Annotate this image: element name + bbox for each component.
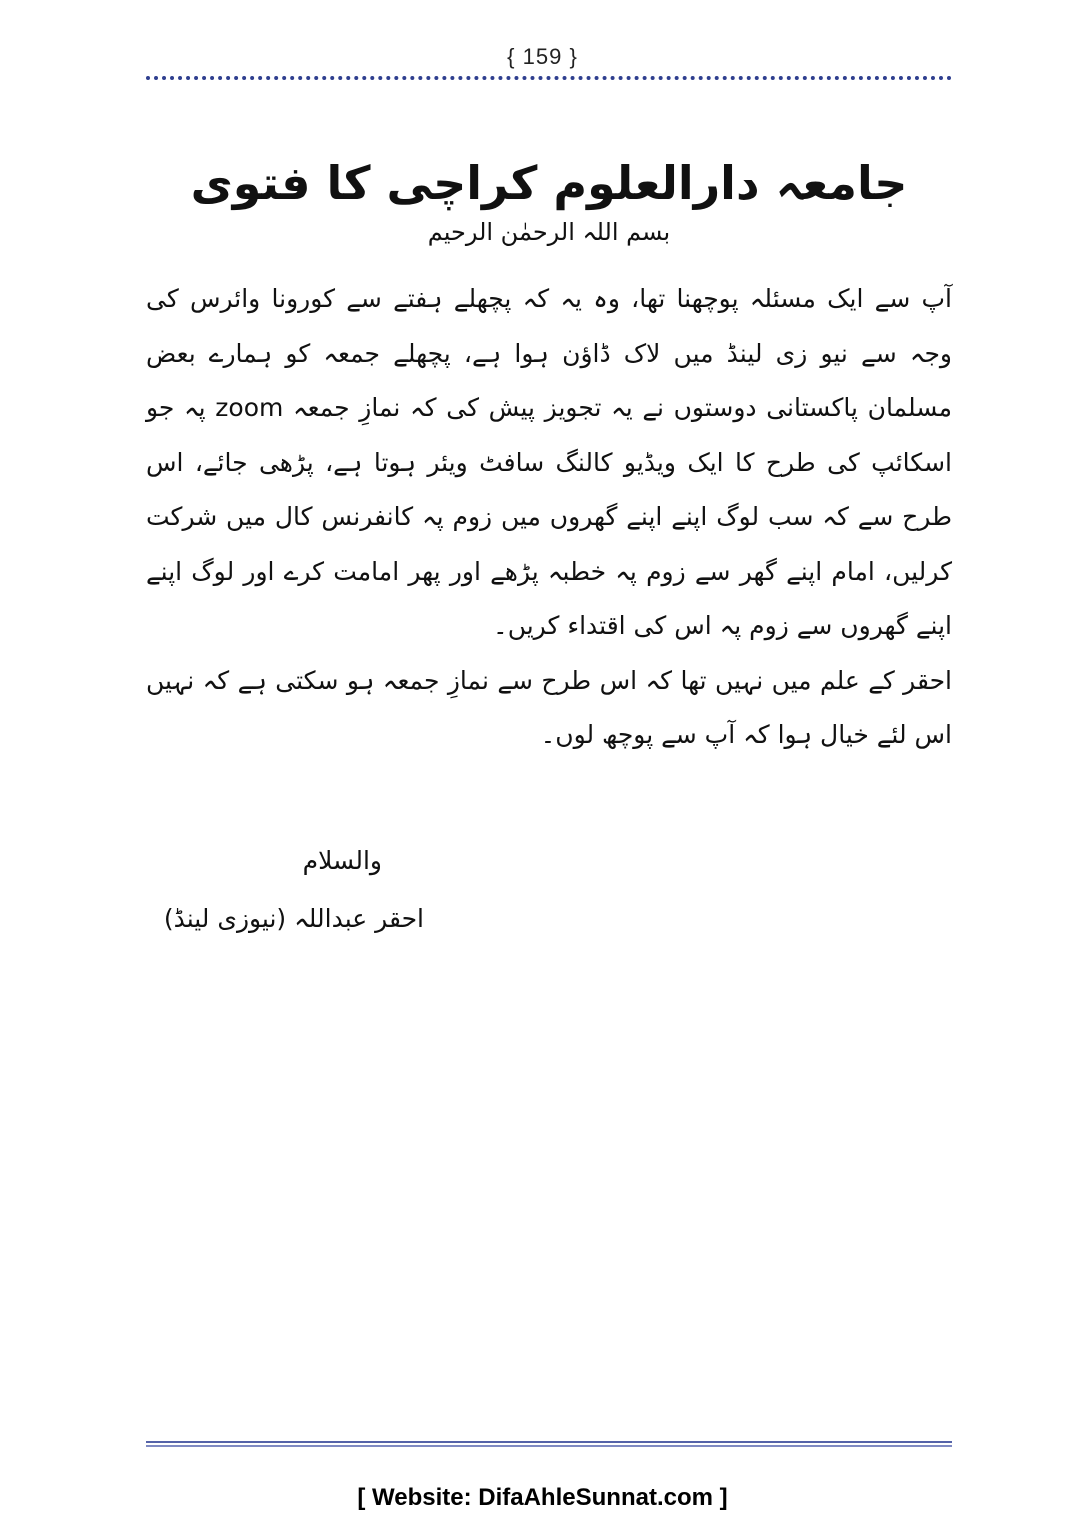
basmala: بسم اللہ الرحمٰن الرحیم [427,218,671,246]
paragraph-question: آپ سے ایک مسئلہ پوچھنا تھا، وہ یہ کہ پچھلے ہفتے سے کورونا وائرس کی وجہ سے نیو زی لینڈ میں لاک ڈاؤن ہوا ہے، پچھلے جمعہ کو ہمارے بعض مسلمان پاکستانی دوستوں نے یہ تجویز پیش کی کہ نمازِ جمعہ zoom پہ جو اسکائپ کی طرح کا ایک ویڈیو کالنگ سافٹ ویئر ہوتا ہے، پڑھی جائے، اس طرح سے کہ سب لوگ اپنے اپنے گھروں میں زوم پہ کانفرنس کال میں شرکت کرلیں، امام اپنے گھر سے زوم پہ خطبہ پڑھے اور پھر امامت کرے اور لوگ اپنے اپنے گھروں سے زوم پہ اس کی اقتداء کریں۔ [146,284,952,640]
salutation: والسلام [302,846,382,875]
paragraph-request: احقر کے علم میں نہیں تھا کہ اس طرح سے نمازِ جمعہ ہو سکتی ہے کہ نہیں اس لئے خیال ہوا کہ آپ سے پوچھ لوں۔ [146,665,952,749]
footer-website: [ Website: DifaAhleSunnat.com ] [357,1484,728,1511]
letter-closing [146,832,952,948]
page-number: { 159 } [507,44,578,69]
header-dotted-divider [146,76,952,80]
page-title: جامعہ دارالعلوم کراچی کا فتوی [190,155,908,210]
letter-body [146,272,952,763]
signature: احقر عبداللہ (نیوزی لینڈ) [163,904,424,933]
footer-divider [146,1441,952,1443]
